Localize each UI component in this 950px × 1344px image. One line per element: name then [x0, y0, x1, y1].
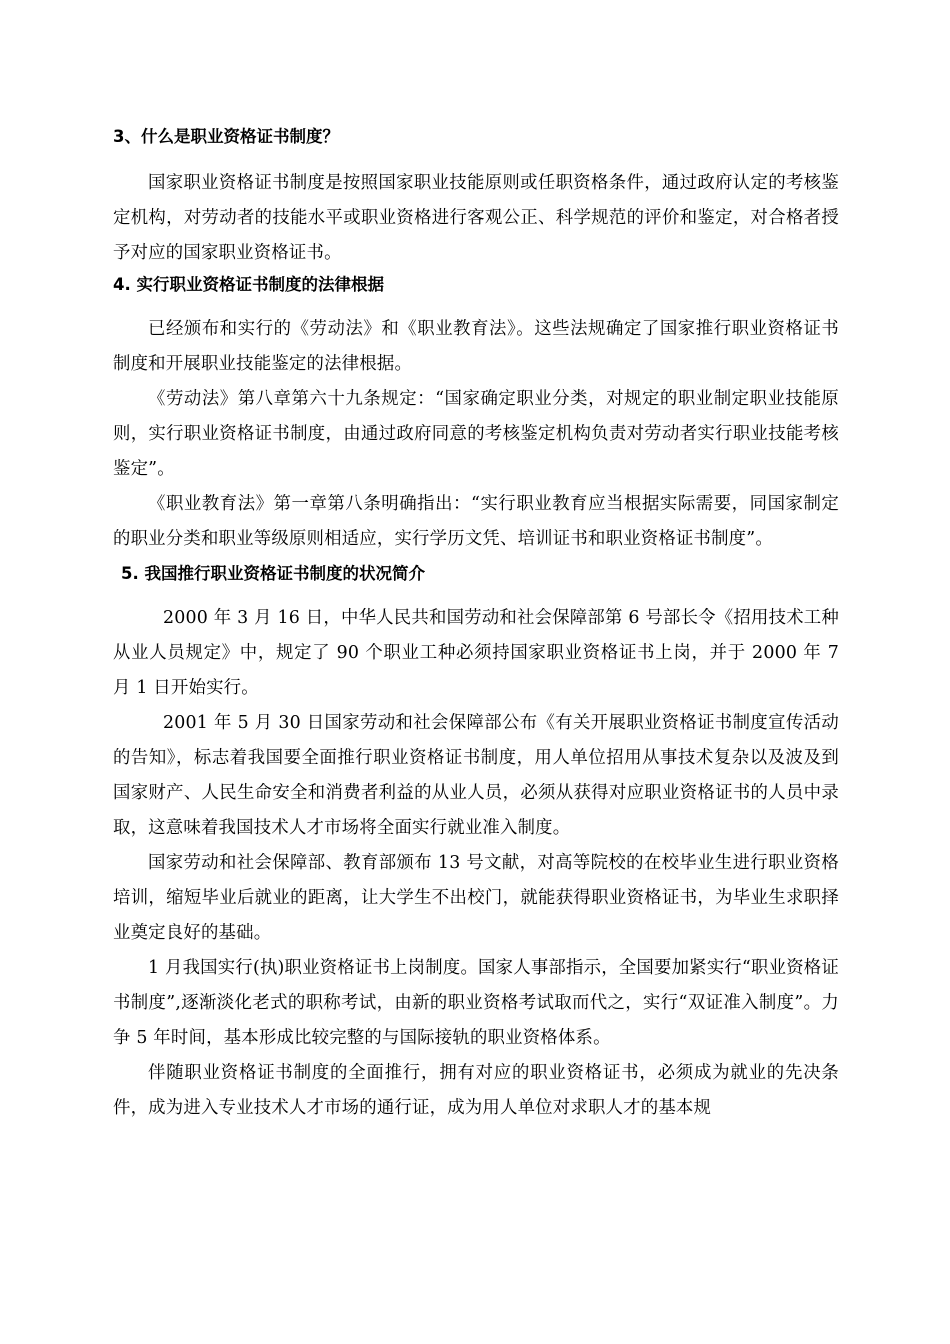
- paragraph-conclusion: 伴随职业资格证书制度的全面推行，拥有对应的职业资格证书，必须成为就业的先决条件，成为进入专业技术人才市场的通行证，成为用人单位对求职人才的基本规: [113, 1063, 839, 1118]
- paragraph-document-13: 国家劳动和社会保障部、教育部颁布 13 号文献，对高等院校的在校毕业生进行职业资格培训，缩短毕业后就业的距离，让大学生不出校门，就能获得职业资格证书，为毕业生求职择业奠定良好的基础。: [113, 853, 839, 943]
- paragraph-january-policy: 1 月我国实行(执)职业资格证书上岗制度。国家人事部指示，全国要加紧实行“职业资格证书制度”,逐渐淡化老式的职称考试，由新的职业资格考试取而代之，实行“双证准入制度”。力争 5 年时间，基本形成比较完整的与国际接轨的职业资格体系。: [113, 958, 839, 1048]
- paragraph-education-law: 《职业教育法》第一章第八条明确指出：“实行职业教育应当根据实际需要，同国家制定的职业分类和职业等级原则相适应，实行学历文凭、培训证书和职业资格证书制度”。: [113, 494, 839, 549]
- document-page: [113, 126, 839, 1126]
- paragraph-labor-law: 《劳动法》第八章第六十九条规定：“国家确定职业分类，对规定的职业制定职业技能原则，实行职业资格证书制度，由通过政府同意的考核鉴定机构负责对劳动者实行职业技能考核鉴定”。: [113, 389, 839, 479]
- paragraph-2001-notice: 2001 年 5 月 30 日国家劳动和社会保障部公布《有关开展职业资格证书制度宣传活动的告知》，标志着我国要全面推行职业资格证书制度，用人单位招用从事技术复杂以及波及到国家财产、人民生命安全和消费者利益的从业人员，必须从获得对应职业资格证书的人员中录取，这意味着我国技术人才市场将全面实行就业准入制度。: [113, 713, 839, 838]
- paragraph-definition: 国家职业资格证书制度是按照国家职业技能原则或任职资格条件，通过政府认定的考核鉴定机构，对劳动者的技能水平或职业资格进行客观公正、科学规范的评价和鉴定，对合格者授予对应的国家职业资格证书。: [113, 173, 839, 263]
- paragraph-2000-order: 2000 年 3 月 16 日，中华人民共和国劳动和社会保障部第 6 号部长令《招用技术工种从业人员规定》中，规定了 90 个职业工种必须持国家职业资格证书上岗，并于 2000 年 7 月 1 日开始实行。: [113, 608, 839, 698]
- section-heading-3: 3、什么是职业资格证书制度？: [113, 127, 339, 146]
- section-heading-4: 4. 实行职业资格证书制度的法律根据: [113, 275, 384, 294]
- section-heading-5: 5. 我国推行职业资格证书制度的状况简介: [121, 564, 425, 583]
- paragraph-laws: 已经颁布和实行的《劳动法》和《职业教育法》。这些法规确定了国家推行职业资格证书制度和开展职业技能鉴定的法律根据。: [113, 319, 839, 374]
